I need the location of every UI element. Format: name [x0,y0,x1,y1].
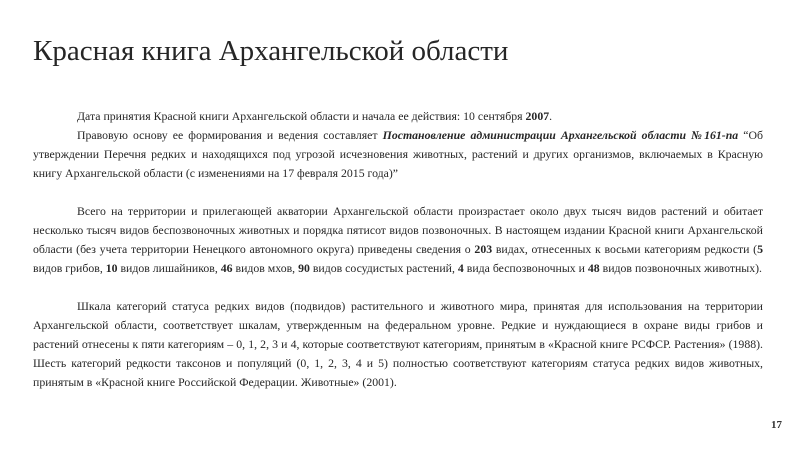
paragraph-species-counts [33,202,763,278]
count-fungi: 5 [757,242,763,256]
legal-basis-text: Правовую основу ее формирования и ведения составляет [77,128,383,142]
species-text-6: видов сосудистых растений, [309,261,458,275]
paragraph-category-scale: Шкала категорий статуса редких видов (подвидов) растительного и животного мира, принятая для использования на территории Архангельской области, соответствует шкалам, утвержденным на федеральном уровне. Редкие и нуждающиеся в охране виды грибов и растений отнесены к пяти категориям – 0, 1, 2, 3 и 4, которые соответствуют категориям, принятым в «Красной книге РСФСР. Растения» (1988). Шесть категорий редкости таксонов и популяций (0, 1, 2, 3, 4 и 5) полностью соответствуют категориям статуса редких видов животных, принятым в «Красной книге Российской Федерации. Животные» (2001). [33,299,763,389]
count-total: 203 [474,242,493,256]
species-text-5: видов мхов, [232,261,299,275]
slide-title: Красная книга Архангельской области [33,35,509,67]
species-text-3: видов грибов, [33,261,106,275]
species-text-4: видов лишайников, [117,261,221,275]
count-mosses: 46 [220,261,233,275]
count-invertebrates: 4 [457,261,464,275]
count-vertebrates: 48 [587,261,600,275]
adoption-year: 2007 [525,109,550,123]
species-text-7: вида беспозвоночных и [463,261,588,275]
paragraph-adoption-date [33,107,763,126]
adoption-date-end: . [549,109,553,123]
decree-name: Постановление администрации Архангельской области №161-па [382,128,739,142]
species-text-2: видах, отнесенных к восьми категориям редкости ( [492,242,758,256]
page-number: 17 [771,419,782,431]
adoption-date-text: Дата принятия Красной книги Архангельской области и начала ее действия: 10 сентября [77,109,526,123]
count-lichens: 10 [105,261,118,275]
species-text-1: Всего на территории и прилегающей акватории Архангельской области произрастает около двух тысяч видов растений и обитает несколько тысяч видов беспозвоночных животных и порядка пятисот видов позвоночных. В настоящем издании Красной книги Архангельской области (без учета территории Ненецкого автономного округа) приведены сведения о [33,204,763,256]
species-text-8: видов позвоночных животных). [599,261,762,275]
count-vascular: 90 [298,261,310,275]
decree-title: “Об утверждении Перечня редких и находящихся под угрозой исчезновения животных, растений и других организмов, включаемых в Красную книгу Архангельской области (с изменениями на 17 февраля 2015 года)” [33,128,763,180]
paragraph-legal-basis [33,126,763,183]
slide-body [33,107,763,392]
